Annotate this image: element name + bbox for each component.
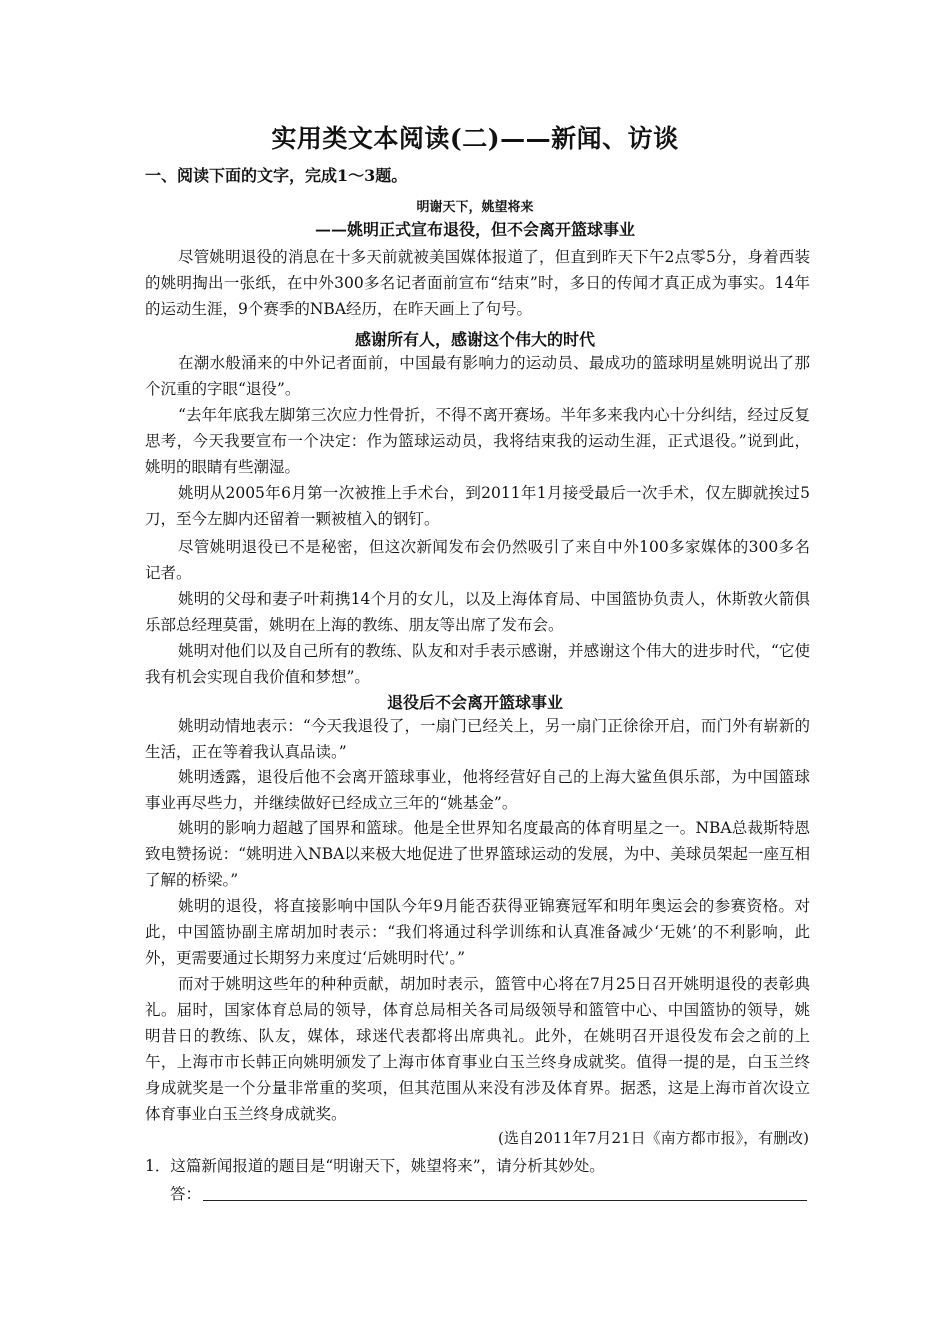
answer-1 — [170, 1182, 810, 1204]
document-title: 实用类文本阅读(二)——新闻、访谈 — [271, 124, 679, 153]
subheading-thanks: 感谢所有人，感谢这个伟大的时代 — [354, 330, 595, 349]
question-1: 1．这篇新闻报道的题目是“明谢天下，姚望将来”，请分析其妙处。 — [145, 1157, 605, 1175]
paragraph-12: 而对于姚明这些年的种种贡献，胡加时表示，篮管中心将在7月25日召开姚明退役的表彰典礼。届时，国家体育总局的领导，体育总局相关各司局级领导和篮管中心、中国篮协的领导，姚明昔日的教练、队友，媒体，球迷代表都将出席典礼。此外，在姚明召开退役发布会之前的上午，上海市市长韩正向姚明颁发了上海市体育事业白玉兰终身成就奖。值得一提的是，白玉兰终身成就奖是一个分量非常重的奖项，但其范围从来没有涉及体育界。据悉，这是上海市首次设立体育事业白玉兰终身成就奖。 — [145, 975, 810, 1123]
paragraph-6: 姚明的父母和妻子叶莉携14个月的女儿，以及上海体育局、中国篮协负责人，休斯敦火箭俱乐部总经理莫雷，姚明在上海的教练、朋友等出席了发布会。 — [145, 590, 810, 634]
answer-line[interactable] — [203, 1200, 807, 1201]
paragraph-9: 姚明透露，退役后他不会离开篮球事业，他将经营好自己的上海大鲨鱼俱乐部，为中国篮球事业再尽些力，并继续做好已经成立三年的“姚基金”。 — [145, 768, 810, 812]
paragraph-4: 姚明从2005年6月第一次被推上手术台，到2011年1月接受最后一次手术，仅左脚就挨过5刀，至今左脚内还留着一颗被植入的钢钉。 — [145, 484, 810, 528]
article-subtitle: ——姚明正式宣布退役，但不会离开篮球事业 — [314, 220, 635, 239]
paragraph-7: 姚明对他们以及自己所有的教练、队友和对手表示感谢，并感谢这个伟大的进步时代，“它使我有机会实现自我价值和梦想”。 — [145, 642, 810, 686]
article-headline: 明谢天下，姚望将来 — [416, 200, 534, 215]
answer-label: 答： — [170, 1185, 202, 1203]
subheading-career: 退役后不会离开篮球事业 — [386, 693, 563, 712]
paragraph-10: 姚明的影响力超越了国界和篮球。他是全世界知名度最高的体育明星之一。NBA总裁斯特恩致电赞扬说：“姚明进入NBA以来极大地促进了世界篮球运动的发展，为中、美球员架起一座互相了解的桥梁。” — [145, 819, 810, 889]
paragraph-8: 姚明动情地表示：“今天我退役了，一扇门已经关上，另一扇门正徐徐开启，而门外有崭新的生活，正在等着我认真品读。” — [145, 717, 810, 761]
paragraph-5: 尽管姚明退役已不是秘密，但这次新闻发布会仍然吸引了来自中外100多家媒体的300多名记者。 — [145, 538, 810, 582]
section-heading: 一、阅读下面的文字，完成1～3题。 — [145, 166, 408, 185]
paragraph-2: 在潮水般涌来的中外记者面前，中国最有影响力的运动员、最成功的篮球明星姚明说出了那个沉重的字眼“退役”。 — [145, 354, 810, 398]
paragraph-1: 尽管姚明退役的消息在十多天前就被美国媒体报道了，但直到昨天下午2点零5分，身着西装的姚明掏出一张纸，在中外300多名记者面前宣布“结束”时，多日的传闻才真正成为事实。14年的运动生涯，9个赛季的NBA经历，在昨天画上了句号。 — [145, 248, 810, 318]
article-source: (选自2011年7月21日《南方都市报》，有删改) — [497, 1129, 809, 1147]
paragraph-3: “去年年底我左脚第三次应力性骨折，不得不离开赛场。半年多来我内心十分纠结，经过反复思考，今天我要宣布一个决定：作为篮球运动员，我将结束我的运动生涯，正式退役。”说到此，姚明的眼睛有些潮湿。 — [145, 406, 810, 476]
paragraph-11: 姚明的退役，将直接影响中国队今年9月能否获得亚锦赛冠军和明年奥运会的参赛资格。对此，中国篮协副主席胡加时表示：“我们将通过科学训练和认真准备减少‘无姚’的不利影响，此外，更需要通过长期努力来度过‘后姚明时代’。” — [145, 897, 810, 967]
